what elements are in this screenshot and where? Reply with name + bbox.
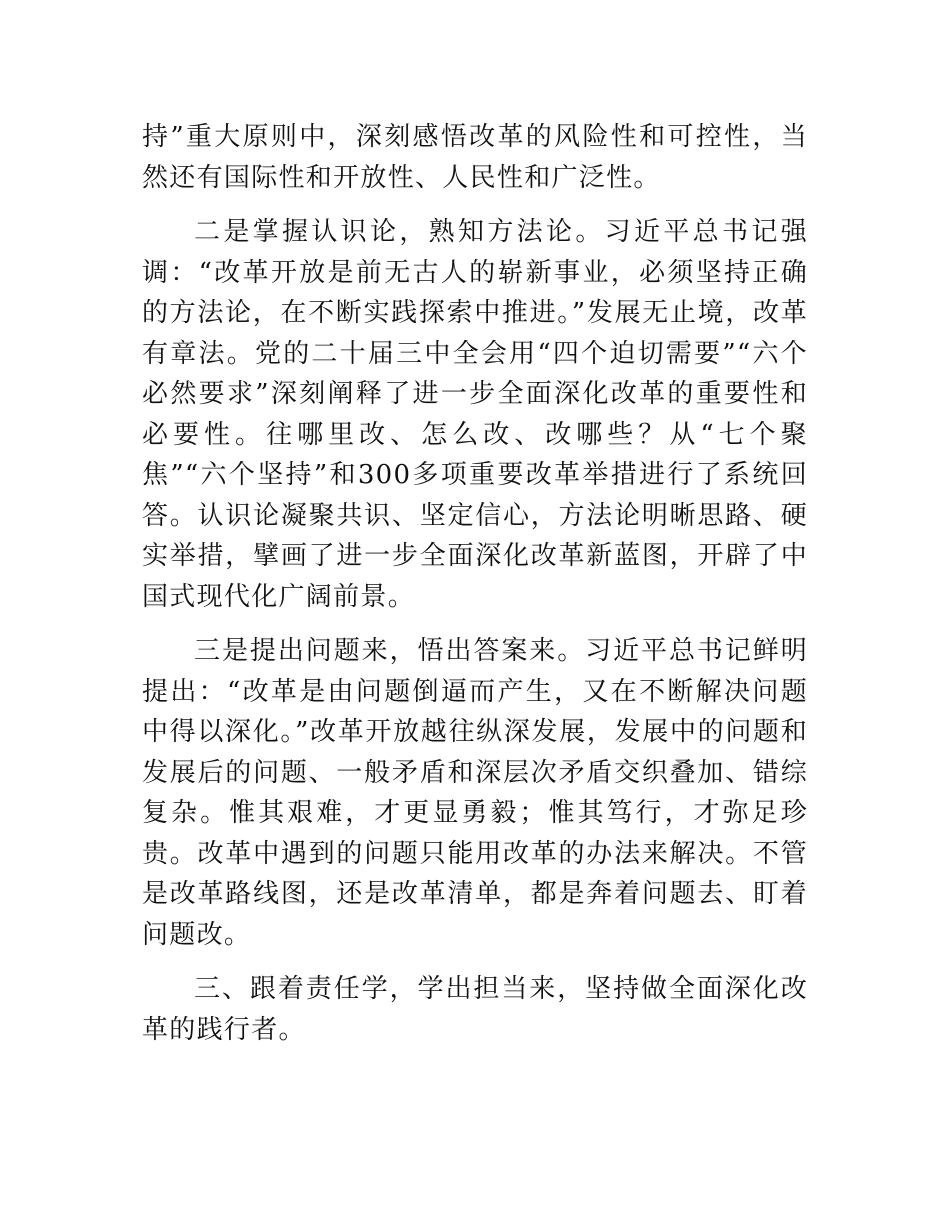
paragraph-continuation: 持”重大原则中，深刻感悟改革的风险性和可控性，当然还有国际性和开放性、人民性和广泛性。 (142, 122, 808, 193)
document-body (142, 117, 808, 1050)
paragraph-problems: 三是提出问题来，悟出答案来。习近平总书记鲜明提出：“改革是由问题倒逼而产生，又在不断解决问题中得以深化。”改革开放越往纵深发展，发展中的问题和发展后的问题、一般矛盾和深层次矛盾交织叠加、错综复杂。惟其艰难，才更显勇毅；惟其笃行，才弥足珍贵。改革中遇到的问题只能用改革的办法来解决。不管是改革路线图，还是改革清单，都是奔着问题去、盯着问题改。 (142, 636, 808, 950)
paragraph-methodology: 二是掌握认识论，熟知方法论。习近平总书记强调：“改革开放是前无古人的崭新事业，必须坚持正确的方法论，在不断实践探索中推进。”发展无止境，改革有章法。党的二十届三中全会用“四个迫切需要”“六个必然要求”深刻阐释了进一步全面深化改革的重要性和必要性。往哪里改、怎么改、改哪些？从“七个聚焦”“六个坚持”和300多项重要改革举措进行了系统回答。认识论凝聚共识、坚定信心，方法论明晰思路、硬实举措，擘画了进一步全面深化改革新蓝图，开辟了中国式现代化广阔前景。 (142, 217, 808, 612)
section-heading-responsibility: 三、跟着责任学，学出担当来，坚持做全面深化改革的践行者。 (142, 974, 808, 1045)
